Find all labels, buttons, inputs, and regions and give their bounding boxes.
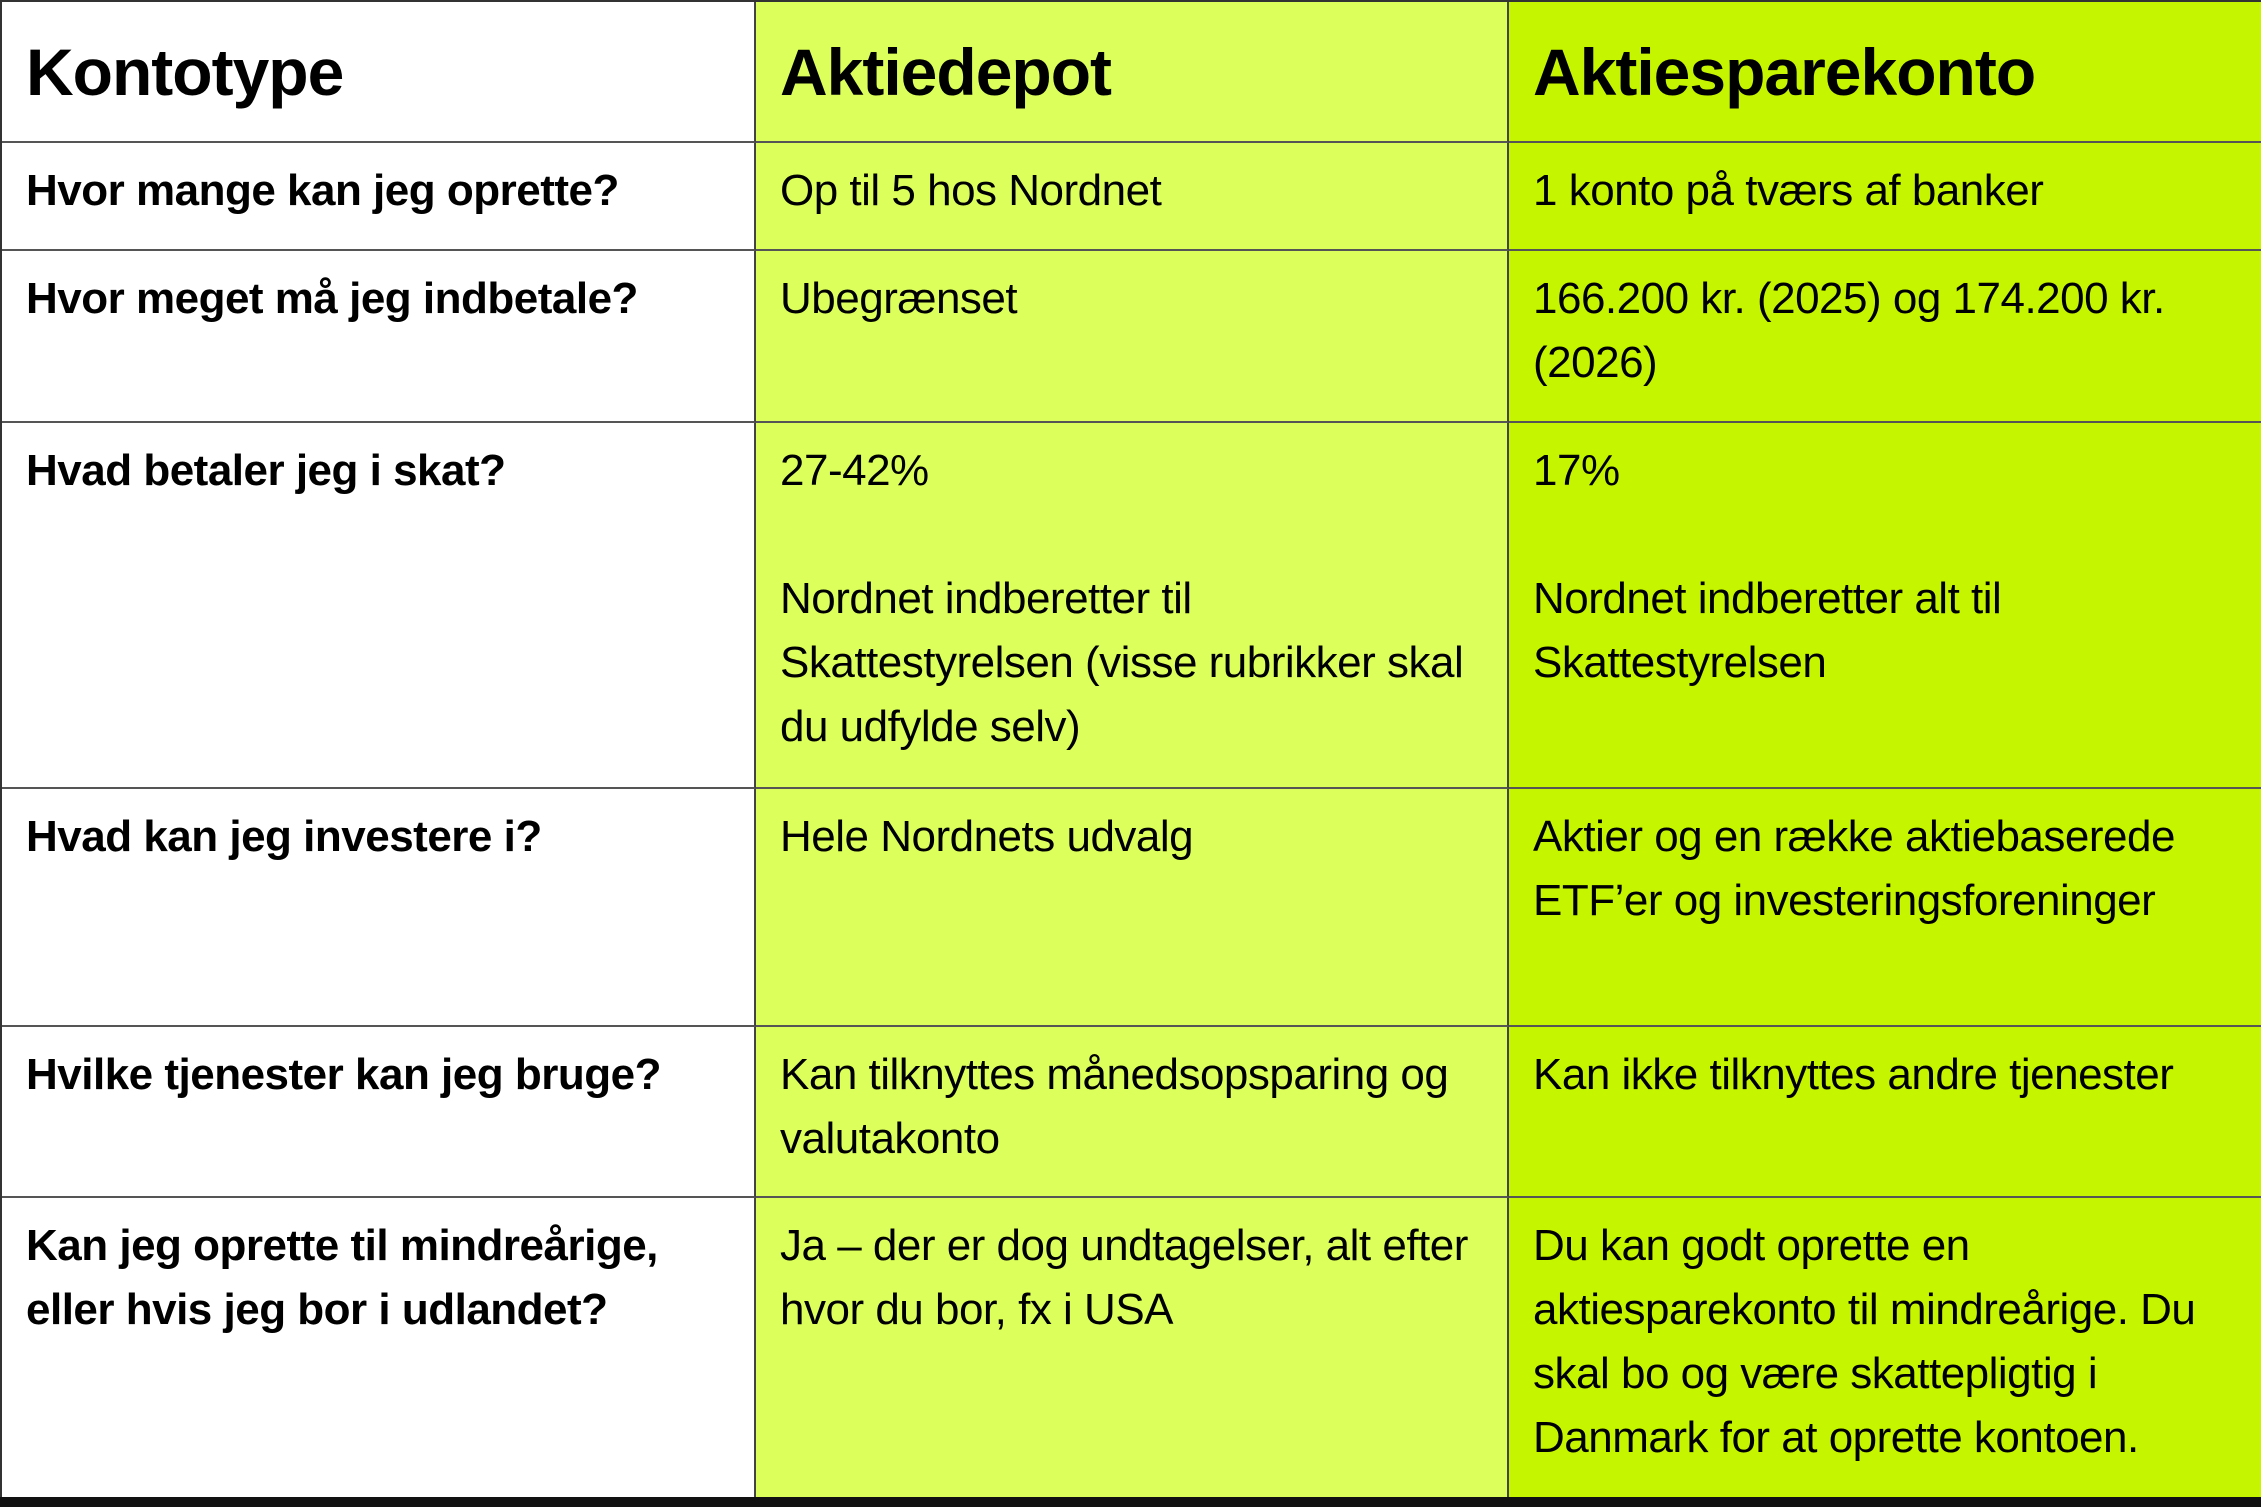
row-question: Hvad betaler jeg i skat? [2,423,756,789]
row-question: Hvor mange kan jeg oprette? [2,143,756,251]
row-question: Hvad kan jeg investere i? [2,789,756,1027]
header-aktiedepot: Aktiedepot [756,2,1509,143]
cell-text: Aktier og en række aktiebaserede ETF’er og investeringsforeninger [1533,812,2175,925]
cell-text: Ja – der er dog undtagelser, alt efter hvor du bor, fx i USA [780,1221,1468,1334]
aktiedepot-cell [756,143,1509,251]
cell-text: 1 konto på tværs af banker [1533,166,2044,215]
cell-text: Nordnet indberetter alt til Skattestyrelsen [1533,574,2002,687]
cell-text: 166.200 kr. (2025) og 174.200 kr. (2026) [1533,274,2165,387]
aktiesparekonto-cell [1509,1198,2261,1499]
aktiedepot-cell [756,423,1509,789]
aktiedepot-cell [756,1027,1509,1198]
cell-text: 17% [1533,446,1620,495]
aktiesparekonto-cell [1509,251,2261,423]
cell-text: Op til 5 hos Nordnet [780,166,1162,215]
aktiesparekonto-cell [1509,1027,2261,1198]
bottom-border [0,1497,2261,1507]
row-question: Hvor meget må jeg indbetale? [2,251,756,423]
cell-text: Kan ikke tilknyttes andre tjenester [1533,1050,2174,1099]
cell-text: 27-42% [780,446,929,495]
cell-text: Du kan godt oprette en aktiesparekonto til mindreårige. Du skal bo og være skattepligtig i Danmark for at oprette kontoen. [1533,1221,2196,1462]
aktiesparekonto-cell [1509,143,2261,251]
row-question: Kan jeg oprette til mindreårige, eller hvis jeg bor i udlandet? [2,1198,756,1499]
cell-text: Ubegrænset [780,274,1018,323]
cell-text: Nordnet indberetter til Skattestyrelsen (visse rubrikker skal du udfylde selv) [780,574,1464,751]
aktiesparekonto-cell [1509,789,2261,1027]
header-kontotype: Kontotype [2,2,756,143]
aktiedepot-cell [756,251,1509,423]
aktiesparekonto-cell [1509,423,2261,789]
header-aktiesparekonto: Aktiesparekonto [1509,2,2261,143]
cell-text: Hele Nordnets udvalg [780,812,1194,861]
aktiedepot-cell [756,1198,1509,1499]
row-question: Hvilke tjenester kan jeg bruge? [2,1027,756,1198]
aktiedepot-cell [756,789,1509,1027]
cell-text: Kan tilknyttes månedsopsparing og valutakonto [780,1050,1449,1163]
